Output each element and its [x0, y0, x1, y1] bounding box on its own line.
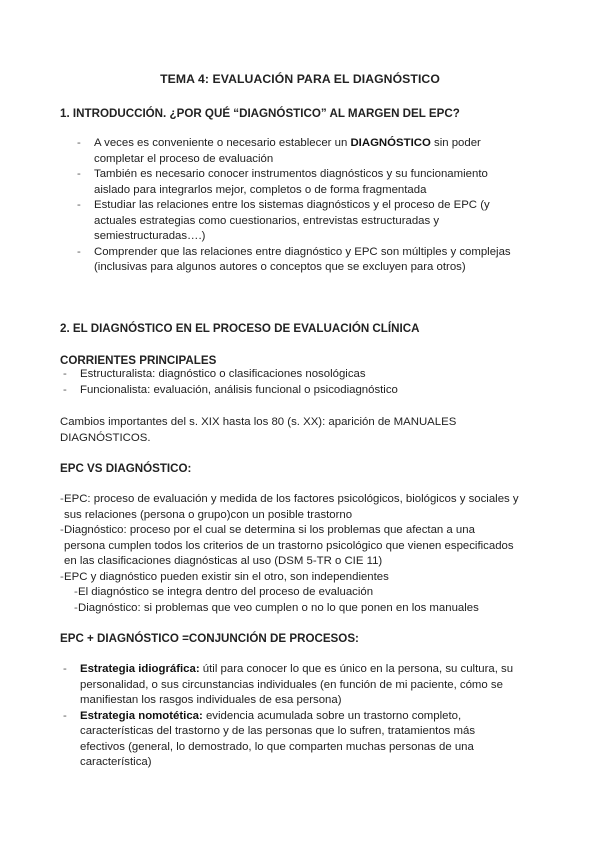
list-item: - A veces es conveniente o necesario establecer un DIAGNÓSTICO sin poder completar el proceso de evaluación — [77, 137, 481, 165]
list-item: - Diagnóstico: si problemas que veo cumplen o no lo que ponen en los manuales — [74, 601, 479, 614]
list-item: - Funcionalista: evaluación, análisis funcional o psicodiagnóstico — [63, 383, 398, 396]
section4-heading: EPC + DIAGNÓSTICO =CONJUNCIÓN DE PROCESOS: — [60, 632, 359, 645]
document-title: TEMA 4: EVALUACIÓN PARA EL DIAGNÓSTICO — [160, 72, 440, 86]
list-item: - Estrategia nomotética: evidencia acumulada sobre un trastorno completo, características del trastorno y de las personas que lo sufren, tratamientos más efectivos (general, lo demostrado, lo que comparten muchas personas de una característica) — [63, 709, 476, 768]
list-item: - También es necesario conocer instrumentos diagnósticos y su funcionamiento aislado para integrarlos mejor, completos o de forma fragmentada — [77, 168, 488, 196]
section3-heading: EPC VS DIAGNÓSTICO: — [60, 462, 192, 475]
section1-list — [77, 136, 524, 276]
list-item: - Diagnóstico: proceso por el cual se determina si los problemas que afectan a una persona cumplen todos los criterios de un trastorno psicológico que vienen especificados en las clasificaciones diagnósticas al uso (DSM 5-TR o CIE 11) — [60, 524, 514, 567]
list-item: - Estudiar las relaciones entre los sistemas diagnósticos y el proceso de EPC (y actuales estrategias como cuestionarios, entrevistas estructuradas y semiestructuradas….) — [77, 199, 490, 242]
list-item: - Estrategia idiográfica: útil para conocer lo que es único en la persona, su cultura, su personalidad, o sus circunstancias individuales (en función de mi paciente, cómo se manifiestan los rasgos individuales de esa persona) — [63, 663, 514, 706]
section4-list — [63, 662, 520, 771]
section2-heading: 2. EL DIAGNÓSTICO EN EL PROCESO DE EVALUACIÓN CLÍNICA — [60, 322, 420, 335]
section3-list — [60, 492, 519, 616]
list-item: - El diagnóstico se integra dentro del proceso de evaluación — [74, 586, 374, 598]
section2-list — [63, 367, 520, 398]
list-item: - EPC y diagnóstico pueden existir sin el otro, son independientes — [60, 570, 389, 583]
section1-heading: 1. INTRODUCCIÓN. ¿POR QUÉ “DIAGNÓSTICO” AL MARGEN DEL EPC? — [60, 107, 460, 120]
section2-paragraph: Cambios importantes del s. XIX hasta los 80 (s. XX): aparición de MANUALES DIAGNÓSTICOS. — [60, 416, 457, 444]
list-item: - Estructuralista: diagnóstico o clasificaciones nosológicas — [63, 368, 366, 380]
list-item: - Comprender que las relaciones entre diagnóstico y EPC son múltiples y complejas (inclusivas para algunos autores o conceptos que se excluyen para otros) — [77, 245, 511, 273]
list-item: - EPC: proceso de evaluación y medida de los factores psicológicos, biológicos y sociales y sus relaciones (persona o grupo)con un posible trastorno — [60, 493, 519, 521]
section2-subheading: CORRIENTES PRINCIPALES — [60, 354, 217, 367]
